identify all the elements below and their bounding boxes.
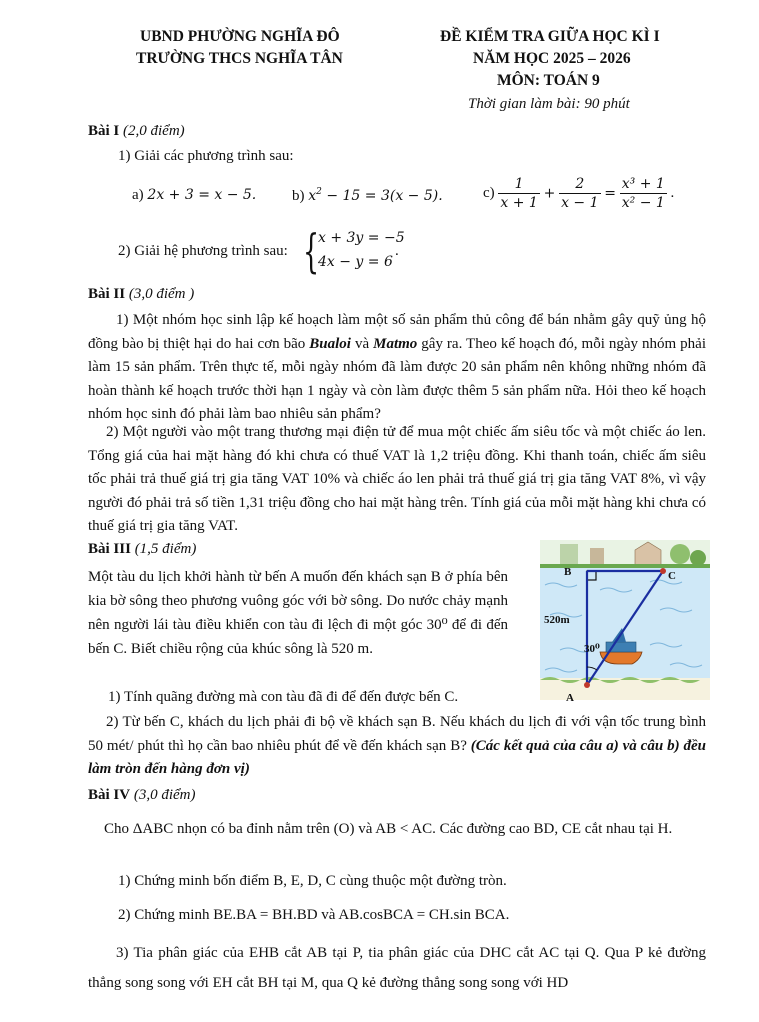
section-1-heading	[88, 123, 185, 140]
eq-b	[292, 187, 443, 205]
eq-b-label: b)	[292, 188, 305, 204]
eq-c-end: .	[670, 185, 675, 201]
section-2-title: Bài II	[88, 286, 126, 302]
section-2-points: (3,0 điểm )	[128, 286, 195, 302]
bai4-question-2: 2) Chứng minh BE.BA = BH.BD và AB.cosBCA = CH.sin BCA.	[118, 907, 510, 923]
storm-name-2: Matmo	[373, 335, 418, 352]
eq-c-label: c)	[483, 185, 495, 201]
eq-c-frac-3: $\frac{\text{x³ + 1}}{\text{x² − 1}}$	[621, 176, 665, 211]
eq-b-rest: − 15 = 3(x − 5).	[321, 188, 443, 204]
river-figure	[540, 540, 710, 704]
eq-c-equals: =	[604, 185, 616, 202]
school-authority: UBND PHƯỜNG NGHĨA ĐÔ	[140, 28, 340, 45]
section-3-points: (1,5 điểm)	[134, 541, 197, 557]
section-4-points: (3,0 điểm)	[133, 787, 196, 803]
eq-c-frac-1: $\frac{1}{x + 1}$	[500, 176, 538, 211]
system-brace: {	[303, 224, 320, 278]
bai3-question-2: 2) Từ bến C, khách du lịch phải đi bộ về khách sạn B. Nếu khách du lịch đi với vận tốc trung bình 50 mét/ phút thì họ cần bao nhiêu phút để về đến khách sạn B? (Các kết quả của câu a) và câu b) đều làm tròn đến hàng đơn vị)	[88, 714, 706, 778]
system-eq-2: 4x − y = 6	[318, 254, 393, 270]
bai3-question-1: 1) Tính quãng đường mà con tàu đã đi để đến được bến C.	[108, 689, 459, 705]
eq-c-frac-2: $\frac{2}{x - 1}$	[561, 176, 599, 211]
eq-a-expr: 2x + 3 = x − 5.	[147, 187, 257, 203]
bai4-intro: Cho ΔABC nhọn có ba đỉnh nằm trên (O) và AB < AC. Các đường cao BD, CE cắt nhau tại H.	[104, 821, 673, 837]
system-eq-1: x + 3y = −5	[318, 230, 405, 246]
system-end: .	[395, 243, 399, 259]
bai3-note: (Các kết quả của câu a) và câu b) đều làm tròn đến hàng đơn vị)	[88, 737, 706, 778]
eq-b-exp: 2	[316, 187, 322, 197]
q1-1-text: 1) Giải các phương trình sau:	[118, 148, 294, 164]
eq-c-plus: +	[543, 185, 556, 202]
eq-a	[132, 187, 256, 204]
bai2-problem-1: 1) Một nhóm học sinh lập kế hoạch làm một số sản phẩm thủ công để bán nhằm gây quỹ ủng hộ đồng bào bị thiệt hại do hai cơn bão Bualoi và Matmo gây ra. Theo kế hoạch đó, mỗi ngày nhóm phải làm 15 sản phẩm. Trên thực tế, mỗi ngày nhóm đã làm được 20 sản phẩm nên không những nhóm đã hoàn thành kế hoạch trước thời hạn 1 ngày và còn làm được thêm 5 sản phẩm nữa. Hỏi theo kế hoạch nhóm học sinh đó phải làm bao nhiêu sản phẩm?	[88, 312, 706, 423]
section-4-title: Bài IV	[88, 787, 131, 803]
section-2-heading	[88, 286, 194, 303]
section-3-heading	[88, 541, 196, 558]
section-1-points: (2,0 điểm)	[123, 123, 185, 139]
section-4-heading	[88, 787, 196, 804]
fig-label-a: A	[566, 692, 574, 704]
school-year: NĂM HỌC 2025 – 2026	[473, 50, 631, 67]
section-1-title: Bài I	[88, 123, 120, 139]
exam-duration: Thời gian làm bài: 90 phút	[468, 96, 630, 112]
fig-label-c: C	[668, 570, 676, 582]
eq-c	[483, 175, 674, 212]
fig-angle-label: 30⁰	[584, 643, 600, 655]
bai2-problem-2: 2) Một người vào một trang thương mại điện tử để mua một chiếc ấm siêu tốc và một chiếc áo len. Tổng giá của hai mặt hàng đó khi chưa có thuế VAT là 1,2 triệu đồng. Khi thanh toán, chiếc ấm siêu tốc phải trả thuế giá trị gia tăng VAT 10% và chiếc áo len phải trả thuế giá trị gia tăng VAT 8%, vì vậy người đó phải trả số tiền 1,31 triệu đồng cho hai mặt hàng trên. Tính giá của mỗi mặt hàng khi chưa có thuế giá trị gia tăng VAT.	[88, 424, 706, 535]
fig-label-b: B	[564, 566, 572, 578]
bai3-intro: Một tàu du lịch khởi hành từ bến A muốn đến khách sạn B ở phía bên kia bờ sông theo phương vuông góc với bờ sông. Do nước chảy mạnh nên người lái tàu điều khiển con tàu đi lệch đi một góc 30⁰ để đi đến bến C. Biết chiều rộng của khúc sông là 520 m.	[88, 569, 508, 657]
subject: MÔN: TOÁN 9	[497, 72, 600, 89]
eq-a-label: a)	[132, 187, 144, 203]
bai4-question-1: 1) Chứng minh bốn điểm B, E, D, C cùng thuộc một đường tròn.	[118, 873, 507, 889]
fig-width-label: 520m	[544, 614, 570, 626]
eq-b-base: x	[308, 188, 317, 204]
exam-title: ĐỀ KIỂM TRA GIỮA HỌC KÌ I	[440, 28, 660, 45]
bai4-question-3: 3) Tia phân giác của EHB cắt AB tại P, tia phân giác của DHC cắt AC tại Q. Qua P kẻ đường thẳng song song với EH cắt BH tại M, qua Q kẻ đường thẳng song song với HD	[88, 945, 706, 991]
school-name: TRƯỜNG THCS NGHĨA TÂN	[136, 50, 343, 67]
q1-2-text: 2) Giải hệ phương trình sau:	[118, 243, 288, 259]
storm-name-1: Bualoi	[309, 335, 351, 352]
section-3-title: Bài III	[88, 541, 131, 557]
